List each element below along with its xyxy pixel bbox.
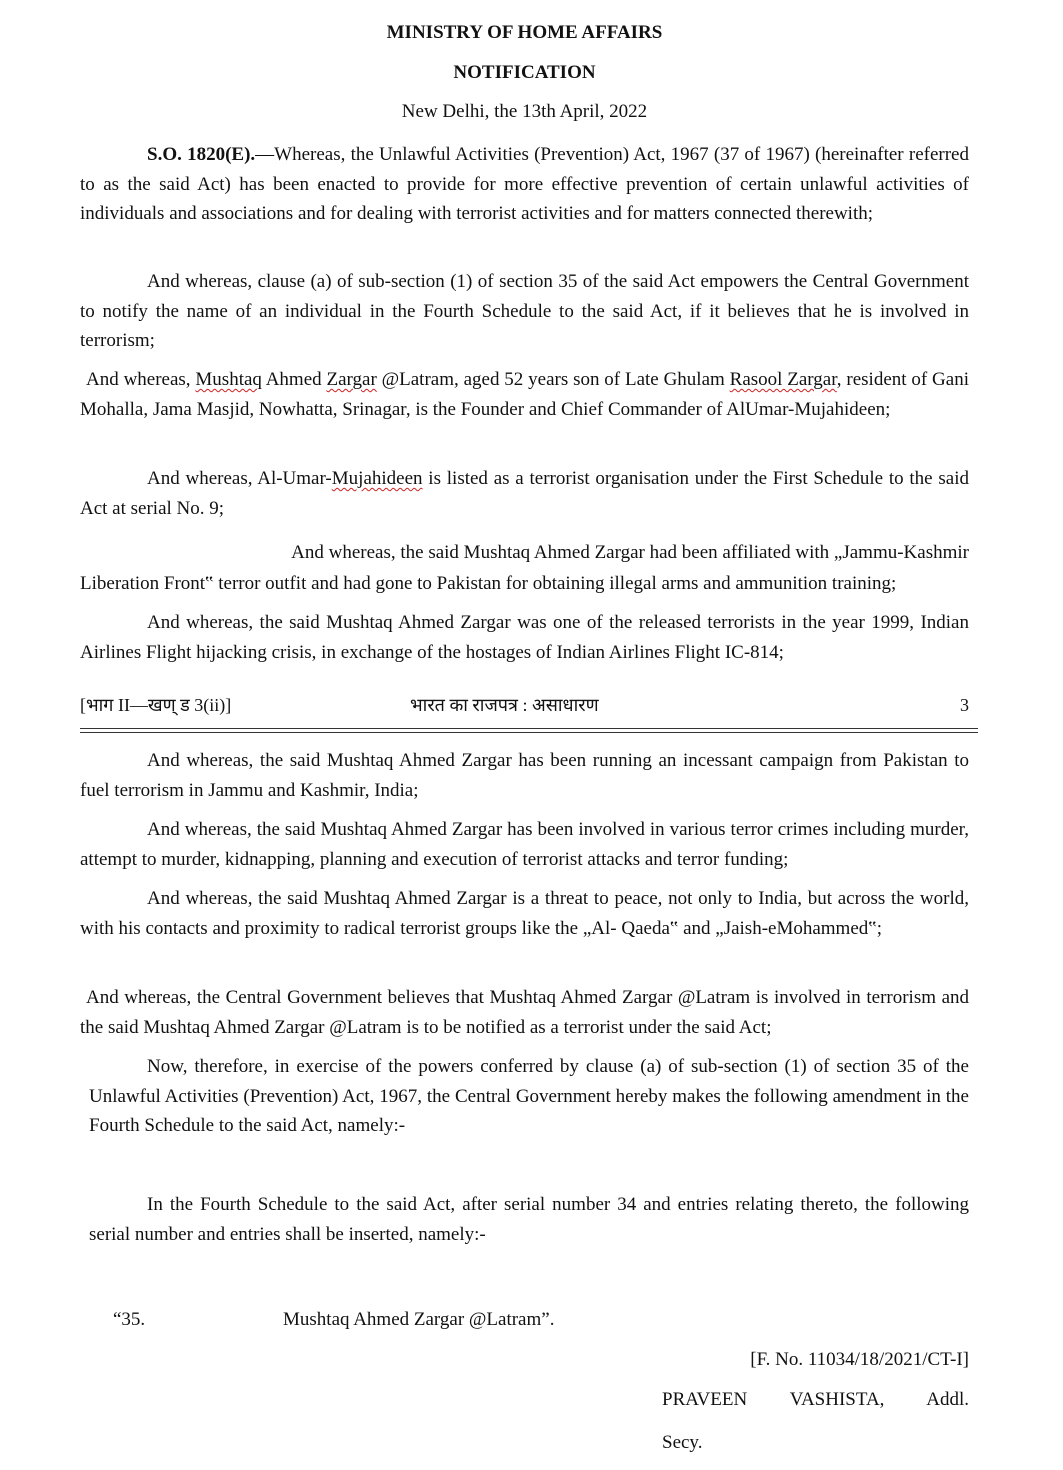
text-run: And whereas, Al-Umar- [147,468,332,489]
spellcheck-word: Rasool Zargar [729,369,837,390]
entry-serial: “35. [113,1309,146,1330]
paragraph-amendment: Now, therefore, in exercise of the powers conferred by clause (a) of sub-section (1) of section 35 of the Unlawful Activities (Prevention) Act, 1967, the Central Government hereby makes the following amendment in the Fourth Schedule to the said Act, namely:- [89,1056,969,1136]
paragraph-belief: And whereas, the Central Government believes that Mushtaq Ahmed Zargar @Latram is involved in terrorism and the said Mushtaq Ahmed Zargar @Latram is to be notified as a terrorist under the said Act; [80,987,969,1038]
paragraph-jklf-line1: And whereas, the said Mushtaq Ahmed Zargar had been affiliated with „Jammu-Kashmir [291,542,969,563]
paragraph-insertion: In the Fourth Schedule to the said Act, after serial number 34 and entries relating thereto, the following serial number and entries shall be inserted, namely:- [89,1194,969,1245]
paragraph-jklf-line2: Liberation Front‟ terror outfit and had gone to Pakistan for obtaining illegal arms and ammunition training; [80,573,897,594]
header-rule-bottom [80,732,978,733]
paragraph-campaign: And whereas, the said Mushtaq Ahmed Zargar has been running an incessant campaign from Pakistan to fuel terrorism in Jammu and Kashmir, India; [80,750,969,801]
spellcheck-word: Mushtaq [195,369,262,390]
text-run: is listed as a terrorist organisation under the First Schedule to the said Act at serial No. 9; [80,468,970,519]
page-number: 3 [960,695,969,715]
gazette-part-label: [भाग II—खण् ड 3(ii)] [80,695,232,715]
text-run: Ahmed [261,369,327,390]
paragraph-organisation [80,464,969,523]
place-date: New Delhi, the 13th April, 2022 [401,101,648,122]
text-run: @Latram, aged 52 years son of Late Ghulam [376,369,730,390]
signatory-name: PRAVEEN VASHISTA, Addl. [662,1389,969,1410]
gazette-title: भारत का राजपत्र : असाधारण [410,695,599,715]
paragraph-identity [80,365,969,424]
paragraph-preamble-text: —Whereas, the Unlawful Activities (Prevention) Act, 1967 (37 of 1967) (hereinafter referred to as the said Act) has been enacted to provide for more effective prevention of certain unlawful activities of individuals and associations and for dealing with terrorist activities and for matters connected therewith; [80,144,969,224]
header-rule-top [80,728,978,729]
text-run: And whereas, [86,369,196,390]
so-number: S.O. 1820(E). [147,144,256,165]
text-run: , resident of Gani Mohalla, Jama Masjid, Nowhatta, Srinagar, is the Founder and Chief Commander of AlUmar-Mujahideen; [80,369,969,420]
entry-name: Mushtaq Ahmed Zargar @Latram”. [283,1309,555,1330]
paragraph-hijacking: And whereas, the said Mushtaq Ahmed Zargar was one of the released terrorists in the year 1999, Indian Airlines Flight hijacking crisis, in exchange of the hostages of Indian Airlines Flight IC-814; [80,612,969,663]
spellcheck-word: Zargar [326,369,377,390]
file-number: [F. No. 11034/18/2021/CT-I] [750,1349,969,1370]
paragraph-section-35: And whereas, clause (a) of sub-section (1) of section 35 of the said Act empowers the Central Government to notify the name of an individual in the Fourth Schedule to the said Act, if it believes that he is involved in terrorism; [80,271,969,351]
spellcheck-word: Mujahideen [331,468,423,489]
ministry-heading: MINISTRY OF HOME AFFAIRS [386,22,663,43]
signatory-designation: Secy. [662,1432,703,1453]
paragraph-crimes: And whereas, the said Mushtaq Ahmed Zargar has been involved in various terror crimes including murder, attempt to murder, kidnapping, planning and execution of terrorist attacks and terror funding; [80,819,969,870]
paragraph-preamble [80,140,969,229]
gazette-page-header [80,692,969,718]
notification-heading: NOTIFICATION [453,62,596,83]
paragraph-threat: And whereas, the said Mushtaq Ahmed Zargar is a threat to peace, not only to India, but across the world, with his contacts and proximity to radical terrorist groups like the „Al- Qaeda‟ and „Jaish-eMohammed‟; [80,888,969,939]
